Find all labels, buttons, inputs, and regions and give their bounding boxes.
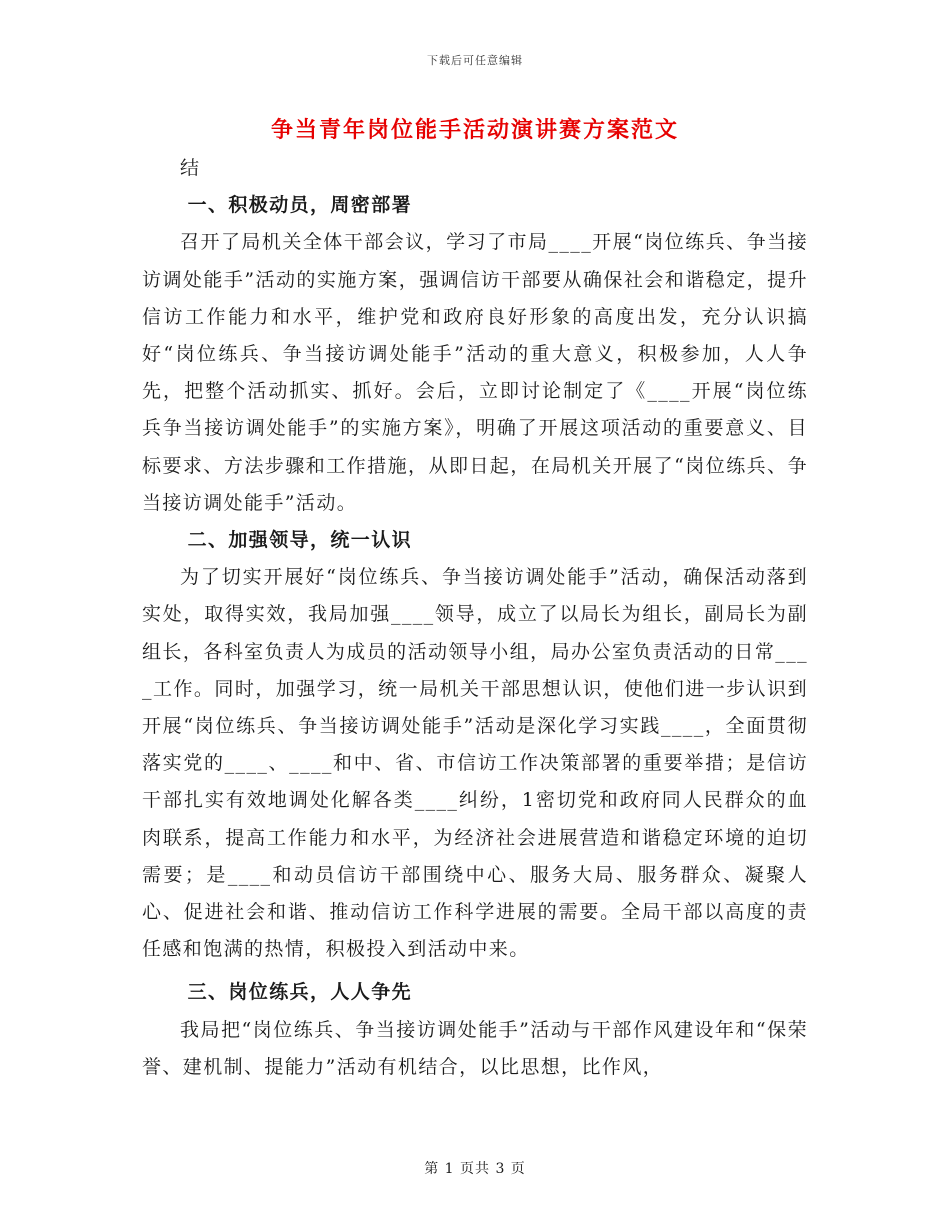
section-heading-3: 三、岗位练兵，人人争先 [187, 981, 412, 1004]
document-body [142, 150, 808, 1086]
page-header: 下载后可任意编辑 [427, 54, 523, 67]
section-heading-2: 二、加强领导，统一认识 [187, 529, 412, 552]
section-heading-1: 一、积极动员，周密部署 [187, 194, 412, 217]
fragment-text: 结 [180, 157, 201, 179]
section-paragraph-3: 我局把“岗位练兵、争当接访调处能手”活动与干部作风建设年和“保荣誉、建机制、提能力”活动有机结合，以比思想，比作风， [142, 1018, 808, 1078]
document-title: 争当青年岗位能手活动演讲赛方案范文 [270, 117, 679, 143]
page-footer: 第 1 页共 3 页 [424, 1161, 526, 1177]
section-paragraph-1: 召开了局机关全体干部会议，学习了市局____开展“岗位练兵、争当接访调处能手”活动的实施方案，强调信访干部要从确保社会和谐稳定，提升信访工作能力和水平，维护党和政府良好形象的高度出发，充分认识搞好“岗位练兵、争当接访调处能手”活动的重大意义，积极参加，人人争先，把整个活动抓实、抓好。会后，立即讨论制定了《____开展“岗位练兵争当接访调处能手”的实施方案》，明确了开展这项活动的重要意义、目标要求、方法步骤和工作措施，从即日起，在局机关开展了“岗位练兵、争当接访调处能手”活动。 [142, 231, 808, 514]
section-paragraph-2: 为了切实开展好“岗位练兵、争当接访调处能手”活动，确保活动落到实处，取得实效，我局加强____领导，成立了以局长为组长，副局长为副组长，各科室负责人为成员的活动领导小组，局办公室负责活动的日常____工作。同时，加强学习，统一局机关干部思想认识，使他们进一步认识到开展“岗位练兵、争当接访调处能手”活动是深化学习实践____，全面贯彻落实党的____、____和中、省、市信访工作决策部署的重要举措；是信访干部扎实有效地调处化解各类____纠纷，1密切党和政府同人民群众的血肉联系，提高工作能力和水平，为经济社会进展营造和谐稳定环境的迫切需要；是____和动员信访干部围绕中心、服务大局、服务群众、凝聚人心、促进社会和谐、推动信访工作科学进展的需要。全局干部以高度的责任感和饱满的热情，积极投入到活动中来。 [142, 566, 808, 961]
